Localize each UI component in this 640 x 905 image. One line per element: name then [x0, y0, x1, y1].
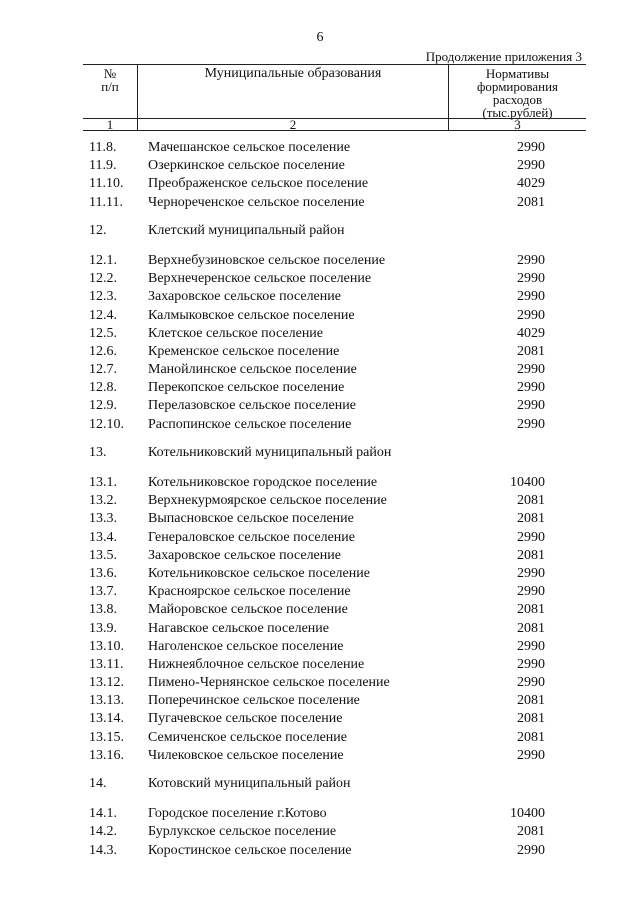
table-row	[0, 416, 640, 434]
row-value: 2990	[517, 565, 545, 581]
header-norms-line: Нормативы	[485, 66, 550, 81]
table-row	[0, 656, 640, 674]
row-name: Перекопское сельское поселение	[148, 380, 345, 396]
row-number: 13.9.	[89, 620, 117, 636]
row-name: Пугачевское сельское поселение	[148, 711, 343, 727]
row-name: Чернореченское сельское поселение	[148, 194, 365, 210]
row-value: 2081	[517, 493, 545, 509]
page-number: 6	[316, 30, 324, 45]
row-number: 13.10.	[89, 638, 124, 654]
table-row	[0, 361, 640, 379]
table-row	[0, 139, 640, 157]
row-value: 10400	[510, 806, 545, 822]
row-name: Котельниковский муниципальный район	[148, 444, 392, 460]
row-name: Пимено-Чернянское сельское поселение	[148, 675, 390, 691]
table-row	[0, 547, 640, 565]
row-value: 2990	[517, 252, 545, 268]
row-name: Нижнеяблочное сельское поселение	[148, 656, 365, 672]
table-row	[0, 805, 640, 823]
row-name: Красноярское сельское поселение	[148, 584, 351, 600]
row-name: Бурлукское сельское поселение	[148, 824, 337, 840]
table-row	[0, 474, 640, 492]
row-number: 13.4.	[89, 529, 117, 545]
table-row	[0, 379, 640, 397]
table-row	[0, 307, 640, 325]
row-name: Нагавское сельское поселение	[148, 620, 329, 636]
table-row	[0, 397, 640, 415]
row-value: 2990	[517, 271, 545, 287]
table-row	[0, 842, 640, 860]
header-municipality-col: Муниципальные образования	[204, 66, 382, 81]
column-number-3: 3	[514, 117, 521, 132]
table-row	[0, 175, 640, 193]
header-number-line: п/п	[101, 79, 119, 94]
row-name: Верхнебузиновское сельское поселение	[148, 252, 386, 268]
row-value: 4029	[517, 176, 545, 192]
row-value: 2990	[517, 398, 545, 414]
row-value: 2990	[517, 416, 545, 432]
table-row	[0, 674, 640, 692]
row-value: 2081	[517, 729, 545, 745]
row-name: Городское поселение г.Котово	[148, 806, 327, 822]
row-number: 13.15.	[89, 729, 124, 745]
row-value: 2081	[517, 602, 545, 618]
continuation-note: Продолжение приложения 3	[425, 49, 582, 64]
table-row	[0, 565, 640, 583]
row-number: 13.1.	[89, 475, 117, 490]
row-number: 13.11.	[89, 656, 124, 672]
row-number: 12.4.	[89, 307, 117, 323]
row-value: 2990	[517, 638, 545, 654]
row-number: 13.5.	[89, 547, 117, 563]
table-body	[0, 139, 640, 860]
row-number: 12.9.	[89, 398, 117, 414]
row-value: 2990	[517, 380, 545, 396]
header-norms-col	[449, 67, 586, 119]
row-name: Преображенское сельское поселение	[148, 176, 369, 192]
row-name: Кременское сельское поселение	[148, 343, 340, 359]
row-value: 2990	[517, 584, 545, 600]
row-number: 12.6.	[89, 343, 117, 359]
table-row	[0, 692, 640, 710]
row-name: Котельниковское сельское поселение	[148, 565, 370, 581]
table-row	[0, 710, 640, 728]
row-number: 13.3.	[89, 511, 117, 527]
row-value: 2990	[517, 656, 545, 672]
table-row	[0, 270, 640, 288]
section-row	[0, 775, 640, 793]
table-row	[0, 492, 640, 510]
row-name: Верхнекурмоярское сельское поселение	[148, 493, 387, 509]
table-row	[0, 620, 640, 638]
row-value: 2081	[517, 824, 545, 840]
row-number: 13.13.	[89, 693, 124, 709]
row-number: 12.5.	[89, 325, 117, 341]
table-row	[0, 747, 640, 765]
row-number: 14.3.	[89, 842, 117, 858]
row-value: 10400	[510, 475, 545, 490]
row-number: 11.8.	[89, 140, 117, 155]
row-number: 13.12.	[89, 675, 124, 691]
row-name: Перелазовское сельское поселение	[148, 398, 356, 414]
row-name: Семиченское сельское поселение	[148, 729, 348, 745]
table-row	[0, 583, 640, 601]
row-value: 4029	[517, 325, 545, 341]
table-row	[0, 157, 640, 175]
header-norms-line: расходов	[492, 92, 543, 107]
row-number: 12.8.	[89, 380, 117, 396]
row-number: 11.10.	[89, 176, 124, 192]
header-norms-line: формирования	[476, 79, 559, 94]
row-name: Клетский муниципальный район	[148, 222, 345, 238]
row-number: 12.3.	[89, 289, 117, 305]
row-value: 2081	[517, 620, 545, 636]
row-name: Калмыковское сельское поселение	[148, 307, 355, 323]
row-value: 2081	[517, 711, 545, 727]
row-name: Озеркинское сельское поселение	[148, 158, 345, 174]
row-value: 2081	[517, 343, 545, 359]
row-name: Манойлинское сельское поселение	[148, 362, 357, 378]
row-value: 2081	[517, 194, 545, 210]
row-name: Наголенское сельское поселение	[148, 638, 344, 654]
table-row	[0, 529, 640, 547]
row-number: 13.6.	[89, 565, 117, 581]
header-norms-line: (тыс.рублей)	[482, 105, 553, 120]
row-name: Коростинское сельское поселение	[148, 842, 352, 858]
table-row	[0, 729, 640, 747]
row-number: 13.8.	[89, 602, 117, 618]
table-row	[0, 252, 640, 270]
row-value: 2990	[517, 158, 545, 174]
table-header	[83, 64, 586, 131]
row-number: 11.9.	[89, 158, 117, 174]
row-name: Майоровское сельское поселение	[148, 602, 348, 618]
row-number: 13.7.	[89, 584, 117, 600]
row-value: 2990	[517, 289, 545, 305]
row-value: 2081	[517, 511, 545, 527]
row-name: Захаровское сельское поселение	[148, 547, 341, 563]
row-value: 2990	[517, 362, 545, 378]
table-row	[0, 343, 640, 361]
section-row	[0, 444, 640, 462]
row-value: 2990	[517, 747, 545, 763]
row-number: 14.1.	[89, 806, 117, 822]
row-number: 12.7.	[89, 362, 117, 378]
header-number-col	[83, 67, 137, 93]
row-value: 2990	[517, 842, 545, 858]
section-row	[0, 222, 640, 240]
table-row	[0, 823, 640, 841]
row-number: 13.2.	[89, 493, 117, 509]
row-name: Генераловское сельское поселение	[148, 529, 355, 545]
row-value: 2990	[517, 307, 545, 323]
row-number: 13.16.	[89, 747, 124, 763]
row-number: 12.1.	[89, 252, 117, 268]
row-value: 2990	[517, 529, 545, 545]
header-number-line: №	[103, 66, 117, 81]
table-row	[0, 638, 640, 656]
row-name: Мачешанское сельское поселение	[148, 140, 351, 155]
table-row	[0, 601, 640, 619]
row-name: Поперечинское сельское поселение	[148, 693, 360, 709]
header-top-rule	[83, 64, 586, 65]
row-value: 2081	[517, 693, 545, 709]
row-value: 2081	[517, 547, 545, 563]
row-name: Котовский муниципальный район	[148, 776, 351, 791]
row-number: 14.2.	[89, 824, 117, 840]
row-number: 13.14.	[89, 711, 124, 727]
column-number-1: 1	[106, 117, 114, 132]
row-name: Захаровское сельское поселение	[148, 289, 341, 305]
row-number: 12.10.	[89, 416, 124, 432]
table-row	[0, 325, 640, 343]
row-number: 13.	[89, 444, 107, 460]
column-number-2: 2	[289, 117, 297, 132]
table-row	[0, 194, 640, 212]
row-number: 12.2.	[89, 271, 117, 287]
row-name: Распопинское сельское поселение	[148, 416, 352, 432]
row-number: 14.	[89, 776, 107, 791]
row-value: 2990	[517, 675, 545, 691]
row-name: Чилековское сельское поселение	[148, 747, 344, 763]
row-name: Клетское сельское поселение	[148, 325, 324, 341]
row-name: Котельниковское городское поселение	[148, 475, 378, 490]
row-name: Выпасновское сельское поселение	[148, 511, 354, 527]
table-row	[0, 510, 640, 528]
row-number: 11.11.	[89, 194, 123, 210]
row-name: Верхнечеренское сельское поселение	[148, 271, 372, 287]
table-row	[0, 288, 640, 306]
row-value: 2990	[517, 140, 545, 155]
row-number: 12.	[89, 222, 107, 238]
